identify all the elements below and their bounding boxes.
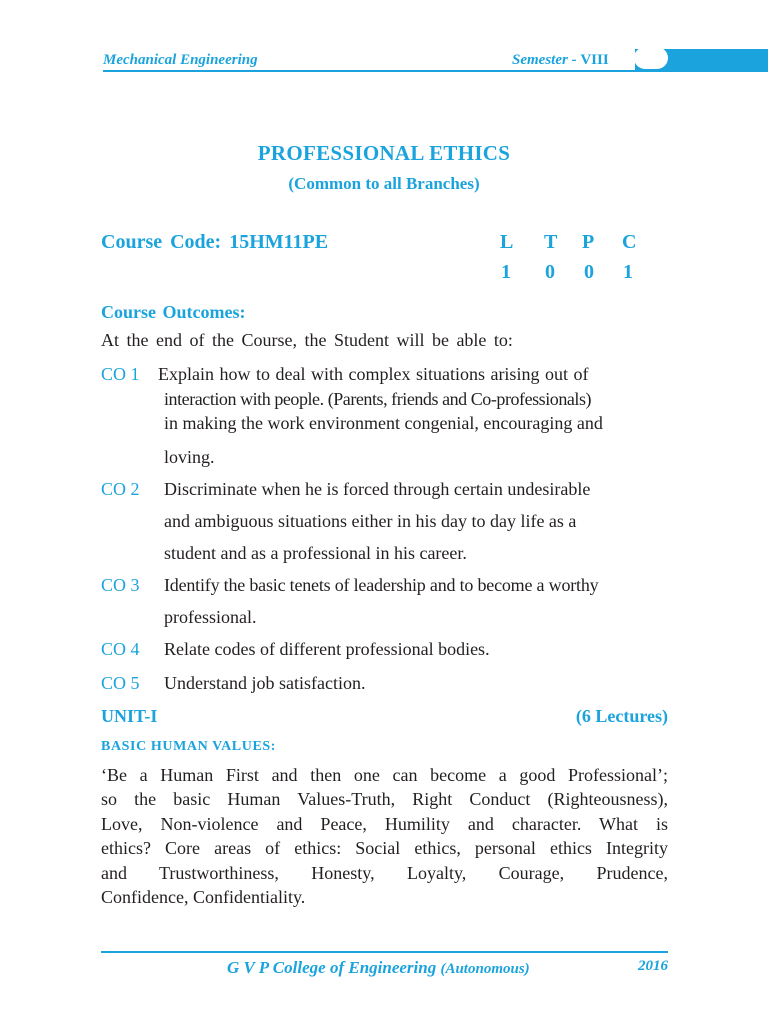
co-label: CO 5 [101,673,140,693]
department-header: Mechanical Engineering [103,52,258,68]
footer-rule [101,951,668,953]
co-line: in making the work environment congenial, encouraging and [164,413,603,433]
footer-year: 2016 [638,958,668,974]
co-line: professional. [164,607,257,627]
header-tab-oval [634,47,668,69]
ltpc-label-p: P [582,231,595,253]
footer-college [227,958,530,978]
co-line: Understand job satisfaction. [164,673,366,693]
co-line: Identify the basic tenets of leadership and to become a worthy [164,575,599,595]
ltpc-label-c: C [622,231,637,253]
course-subtitle: (Common to all Branches) [288,174,480,193]
outcomes-heading: Course Outcomes: [101,302,246,322]
header-rule [103,70,768,72]
outcomes-intro: At the end of the Course, the Student will be able to: [101,330,513,350]
ltpc-value-c: 1 [623,261,633,283]
college-name: G V P College of Engineering [227,958,441,977]
ltpc-label-t: T [544,231,558,253]
co-line: interaction with people. (Parents, friends and Co-professionals) [164,389,592,409]
co-line: student and as a professional in his career. [164,543,467,563]
co-line: Relate codes of different professional bodies. [164,639,490,659]
course-code: Course Code: 15HM11PE [101,231,329,253]
semester-number: VIII [580,52,609,68]
ltpc-value-l: 1 [501,261,511,283]
paragraph-line: ethics? Core areas of ethics: Social ethics, personal ethics Integrity [101,838,668,859]
paragraph-line: ‘Be a Human First and then one can become a good Professional’; [101,765,668,785]
co-label: CO 1 [101,364,140,384]
paragraph-line: Confidence, Confidentiality. [101,887,306,908]
co-line: loving. [164,447,215,467]
unit-topic: BASIC HUMAN VALUES: [101,739,277,754]
ltpc-value-p: 0 [584,261,594,283]
course-title: PROFESSIONAL ETHICS [257,141,511,165]
unit-title: UNIT-I [101,706,158,726]
paragraph-line: and Trustworthiness, Honesty, Loyalty, Courage, Prudence, [101,862,668,883]
co-line: Explain how to deal with complex situations arising out of [158,364,589,384]
ltpc-label-l: L [500,231,514,253]
ltpc-value-t: 0 [545,261,555,283]
co-label: CO 4 [101,639,140,659]
paragraph-line: Love, Non-violence and Peace, Humility and character. What is [101,813,668,834]
autonomous-label: (Autonomous) [440,961,530,977]
co-line: and ambiguous situations either in his day to day life as a [164,511,577,531]
unit-lectures: (6 Lectures) [575,706,668,726]
semester-label: Semester - [512,52,581,68]
unit-paragraph [101,763,668,909]
co-label: CO 2 [101,479,140,499]
co-label: CO 3 [101,575,140,595]
paragraph-line: so the basic Human Values-Truth, Right Conduct (Righteousness), [101,789,668,810]
semester-header [512,52,609,69]
co-line: Discriminate when he is forced through certain undesirable [164,479,591,499]
